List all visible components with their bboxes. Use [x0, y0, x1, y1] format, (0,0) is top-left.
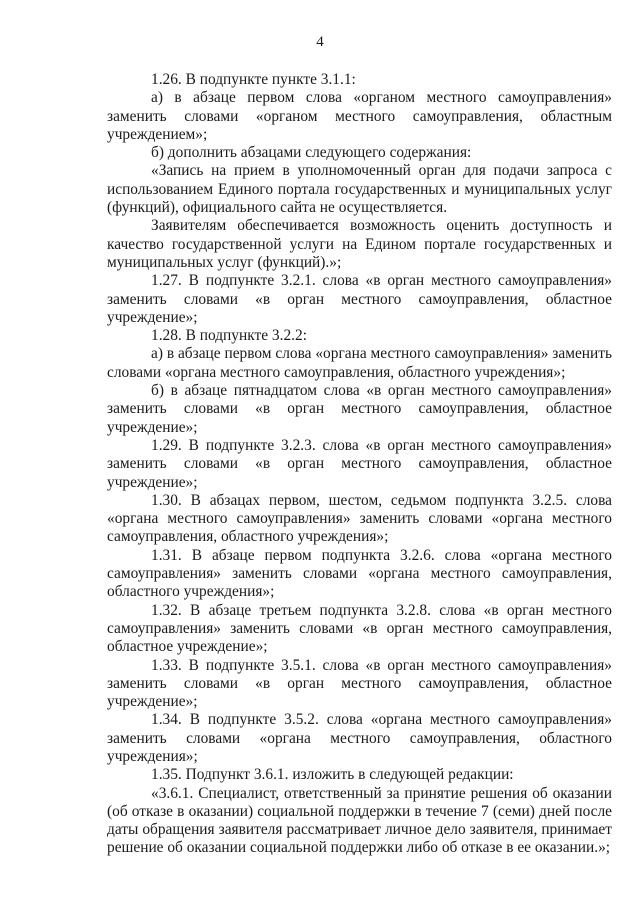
page-number: 4 — [316, 34, 324, 50]
paragraph-1-29: 1.29. В подпункте 3.2.3. слова «в орган местного самоуправления» заменить словами «в орган местного самоуправления, областное учреждение»; — [107, 436, 612, 491]
paragraph-1-26-b: б) дополнить абзацами следующего содержания: — [151, 144, 472, 162]
paragraph-3-6-1: «3.6.1. Специалист, ответственный за принятие решения об оказании (об отказе в оказании) социальной поддержки в течение 7 (семи) дней после даты обращения заявителя рассматривает личное дело заявителя, принимает решение об оказании социальной поддержки либо об отказе в ее оказании.»; — [107, 784, 612, 857]
paragraph-1-27: 1.27. В подпункте 3.2.1. слова «в орган местного самоуправления» заменить словами «в орган местного самоуправления, областное учреждение»; — [107, 272, 612, 326]
paragraph-1-26: 1.26. В подпункте пункте 3.1.1: — [151, 71, 356, 88]
paragraph-1-35: 1.35. Подпункт 3.6.1. изложить в следующей редакции: — [151, 766, 514, 784]
paragraph-1-31: 1.31. В абзаце первом подпункта 3.2.6. слова «органа местного самоуправления» заменить словами «органа местного самоуправления, областного учреждения»; — [107, 546, 612, 601]
paragraph-1-28-a: а) в абзаце первом слова «органа местного самоуправления» заменить словами «органа местного самоуправления, областного учреждения»; — [107, 345, 612, 381]
paragraph-1-32: 1.32. В абзаце третьем подпункта 3.2.8. слова «в орган местного самоуправления» заменить словами «в орган местного самоуправления, областное учреждение»; — [107, 601, 612, 656]
paragraph-1-33: 1.33. В подпункте 3.5.1. слова «в орган местного самоуправления» заменить словами «в орган местного самоуправления, областное учреждение»; — [107, 656, 612, 711]
paragraph-1-30: 1.30. В абзацах первом, шестом, седьмом подпункта 3.2.5. слова «органа местного самоуправления» заменить словами «органа местного самоуправления, областного учреждения»; — [107, 491, 612, 546]
paragraph-quality-assessment: Заявителям обеспечивается возможность оценить доступность и качество государственной услуги на Едином портале государственных и муниципальных услуг (функций).»; — [107, 217, 612, 271]
paragraph-1-28-b: б) в абзаце пятнадцатом слова «в орган местного самоуправления» заменить словами «в орган местного самоуправления, областное учреждение»; — [107, 382, 612, 436]
paragraph-1-34: 1.34. В подпункте 3.5.2. слова «органа местного самоуправления» заменить словами «органа местного самоуправления, областного учреждения»; — [107, 711, 612, 765]
document-body — [107, 71, 612, 858]
paragraph-1-28: 1.28. В подпункте 3.2.2: — [151, 327, 307, 345]
paragraph-1-26-a: а) в абзаце первом слова «органом местного самоуправления» заменить словами «органом местного самоуправления, областным учреждением»; — [107, 89, 612, 143]
paragraph-appointment: «Запись на прием в уполномоченный орган для подачи запроса с использованием Единого портала государственных и муниципальных услуг (функций), официального сайта не осуществляется. — [107, 162, 612, 217]
